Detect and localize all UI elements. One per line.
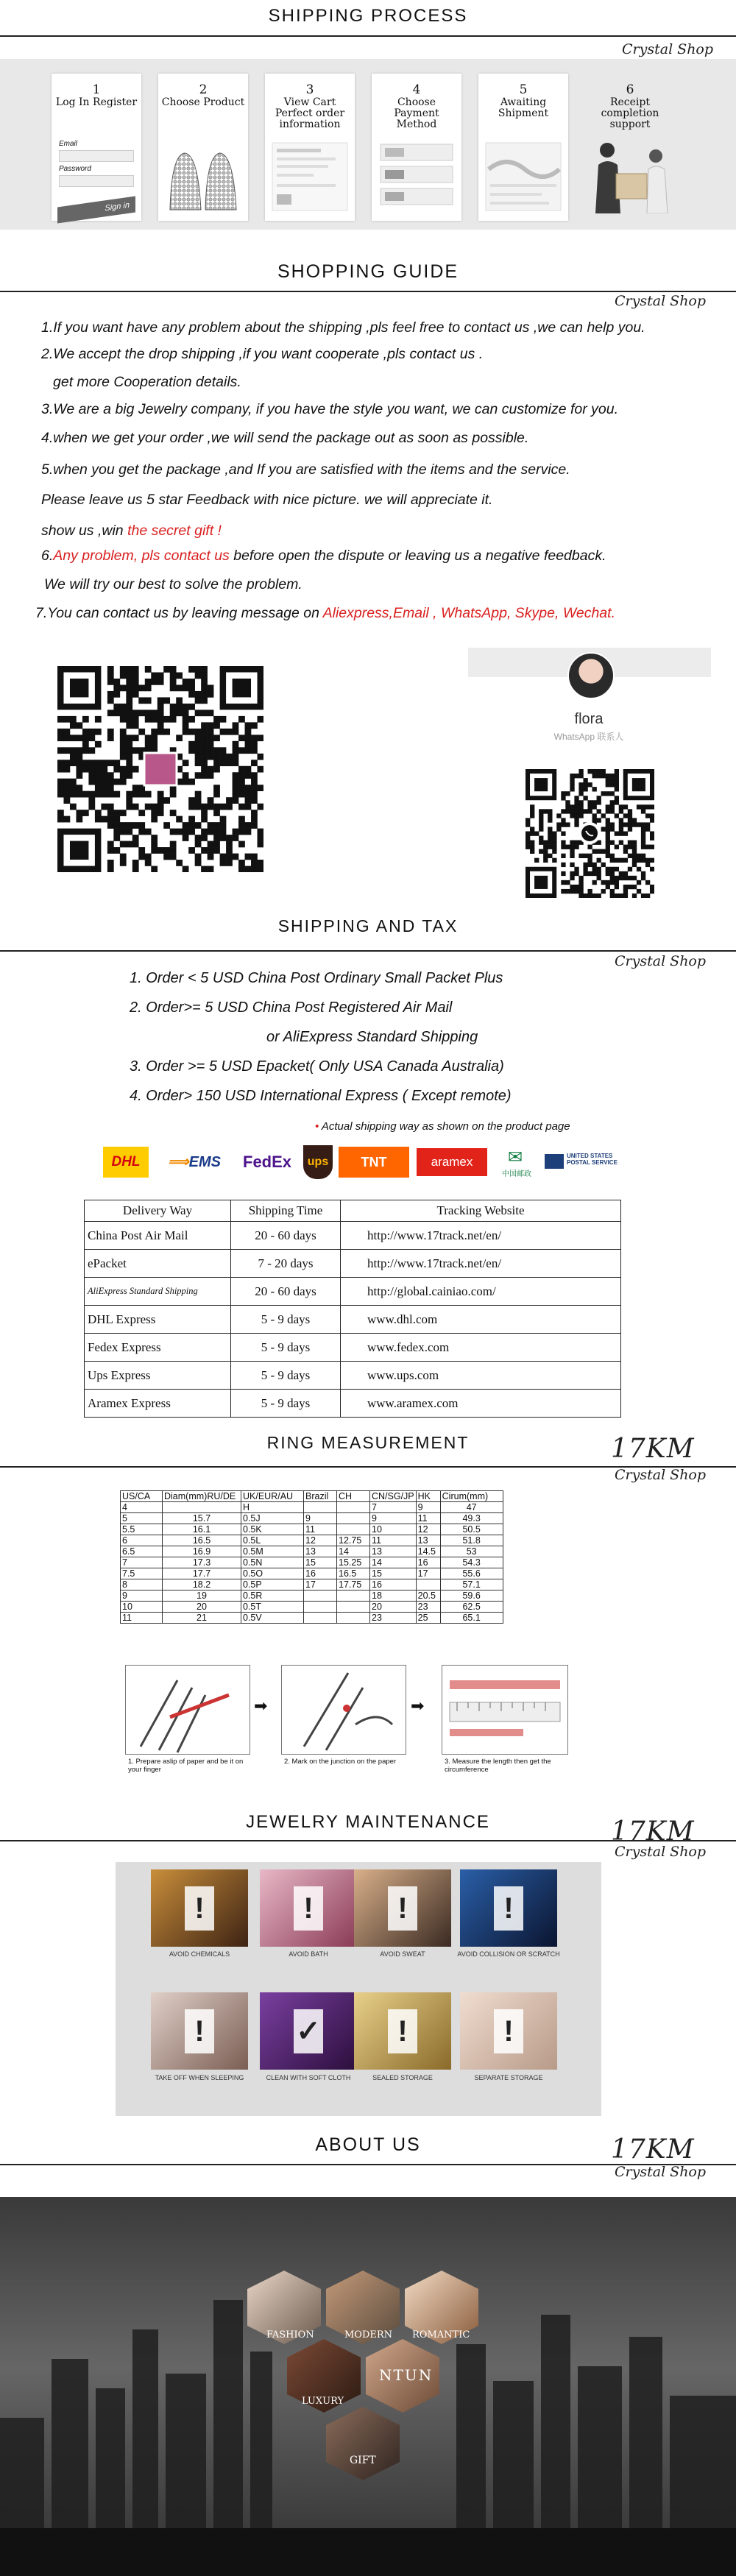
step-card: 2 Choose Product: [158, 74, 248, 221]
table-row: [121, 1579, 503, 1590]
table-cell: 5 - 9 days: [231, 1334, 341, 1362]
table-row: [85, 1222, 621, 1250]
table-row: [121, 1602, 503, 1613]
brand-logo: Crystal Shop: [615, 2164, 707, 2180]
guide-line: 3.We are a big Jewelry company, if you have the style you want, we can customize for you.: [41, 401, 618, 417]
step-card: 4 Choose Payment Method: [372, 74, 461, 221]
table-cell: http://www.17track.net/en/: [341, 1250, 621, 1278]
table-cell: 16.5: [337, 1568, 370, 1579]
table-cell: 0.5M: [241, 1546, 304, 1557]
table-row: [121, 1524, 503, 1535]
usps-logo: UNITED STATES POSTAL SERVICE: [545, 1153, 618, 1175]
table-cell: 0.5T: [241, 1602, 304, 1613]
ring-size-table: [120, 1490, 503, 1624]
measure-caption: 2. Mark on the junction on the paper: [284, 1758, 397, 1766]
hex-label: LUXURY: [302, 2396, 344, 2407]
table-cell: 57.1: [440, 1579, 503, 1590]
table-cell: 0.5N: [241, 1557, 304, 1568]
table-cell: 9: [416, 1502, 440, 1513]
column-header: Shipping Time: [231, 1200, 341, 1222]
table-cell: [337, 1602, 370, 1613]
maintenance-caption: SEALED STORAGE: [372, 2074, 433, 2081]
table-cell: 23: [416, 1602, 440, 1613]
table-cell: 47: [440, 1502, 503, 1513]
table-cell: 20 - 60 days: [231, 1278, 341, 1306]
warning-icon: !: [388, 2009, 417, 2053]
maintenance-caption: AVOID CHEMICALS: [169, 1950, 230, 1958]
table-cell: 16.9: [163, 1546, 241, 1557]
table-cell: 10: [370, 1524, 417, 1535]
table-row: [121, 1502, 503, 1513]
table-cell: 17.3: [163, 1557, 241, 1568]
table-cell: 7: [121, 1557, 163, 1568]
guide-line: 7.You can contact us by leaving message on Aliexpress,Email , WhatsApp, Skype, Wechat.: [35, 605, 615, 621]
table-cell: 0.5P: [241, 1579, 304, 1590]
table-cell: [337, 1502, 370, 1513]
table-cell: [304, 1602, 337, 1613]
table-cell: 19: [163, 1590, 241, 1602]
table-cell: 59.6: [440, 1590, 503, 1602]
table-cell: 15.7: [163, 1513, 241, 1524]
warning-icon: !: [185, 1886, 214, 1931]
maintenance-caption: AVOID BATH: [289, 1950, 328, 1958]
brand-logo: 17KM: [611, 2134, 695, 2165]
warning-icon: !: [185, 2009, 214, 2053]
shopping-guide-title: SHOPPING GUIDE: [277, 261, 459, 282]
guide-line: 1.If you want have any problem about the shipping ,pls feel free to contact us ,we can help you.: [41, 319, 645, 336]
table-cell: 62.5: [440, 1602, 503, 1613]
tnt-logo: TNT: [339, 1147, 409, 1178]
measure-caption: 1. Prepare aslip of paper and be it on your finger: [128, 1758, 244, 1774]
table-row: [121, 1513, 503, 1524]
table-cell: 55.6: [440, 1568, 503, 1579]
brand-logo: Crystal Shop: [622, 41, 714, 57]
arrow-icon: ➡: [411, 1696, 425, 1715]
maintenance-image: [151, 1869, 248, 1947]
column-header: UK/EUR/AU: [241, 1491, 304, 1502]
table-cell: 17: [304, 1579, 337, 1590]
column-header: Delivery Way: [85, 1200, 231, 1222]
shipping-option: 3. Order >= 5 USD Epacket( Only USA Canada Australia): [130, 1058, 504, 1075]
guide-line: get more Cooperation details.: [53, 374, 241, 390]
table-cell: 20.5: [416, 1590, 440, 1602]
maintenance-image: [354, 1992, 451, 2070]
column-header: Cirum(mm): [440, 1491, 503, 1502]
table-cell: 16: [370, 1579, 417, 1590]
table-cell: 65.1: [440, 1613, 503, 1624]
table-cell: 17: [416, 1568, 440, 1579]
table-cell: 0.5K: [241, 1524, 304, 1535]
table-cell: 16.1: [163, 1524, 241, 1535]
shipping-tax-title: SHIPPING AND TAX: [277, 916, 459, 935]
table-cell: http://www.17track.net/en/: [341, 1222, 621, 1250]
table-cell: 9: [370, 1513, 417, 1524]
table-cell: 14.5: [416, 1546, 440, 1557]
column-header: CH: [337, 1491, 370, 1502]
shipping-carrier-table: [84, 1200, 621, 1418]
warning-icon: !: [494, 1886, 523, 1931]
table-cell: 20: [370, 1602, 417, 1613]
table-cell: 16.5: [163, 1535, 241, 1546]
table-row: [121, 1590, 503, 1602]
table-cell: 6: [121, 1535, 163, 1546]
guide-line: We will try our best to solve the problem.: [44, 576, 302, 592]
wechat-qr-code[interactable]: [57, 666, 263, 872]
table-cell: 16: [304, 1568, 337, 1579]
about-us-title: ABOUT US: [315, 2134, 421, 2155]
table-cell: 11: [304, 1524, 337, 1535]
table-cell: [304, 1502, 337, 1513]
table-cell: AliExpress Standard Shipping: [85, 1278, 231, 1306]
table-cell: 5 - 9 days: [231, 1390, 341, 1418]
table-cell: H: [241, 1502, 304, 1513]
table-cell: 0.5V: [241, 1613, 304, 1624]
brand-logo: Crystal Shop: [615, 953, 707, 969]
table-cell: 13: [370, 1546, 417, 1557]
table-cell: 15: [370, 1568, 417, 1579]
measure-caption: 3. Measure the length then get the circumference: [445, 1758, 551, 1774]
divider: [0, 950, 736, 952]
brand-logo: Crystal Shop: [615, 1467, 707, 1483]
table-cell: 0.5R: [241, 1590, 304, 1602]
maintenance-image: [260, 1992, 357, 2070]
ring-measurement-title: RING MEASUREMENT: [266, 1433, 470, 1452]
guide-line: Please leave us 5 star Feedback with nice picture. we will appreciate it.: [41, 492, 493, 508]
table-cell: www.ups.com: [341, 1362, 621, 1390]
table-row: [121, 1535, 503, 1546]
table-cell: 0.5J: [241, 1513, 304, 1524]
table-cell: Fedex Express: [85, 1334, 231, 1362]
table-cell: Aramex Express: [85, 1390, 231, 1418]
table-cell: 51.8: [440, 1535, 503, 1546]
table-cell: 7.5: [121, 1568, 163, 1579]
step-label: Log In Register: [55, 96, 138, 108]
brand-logo: 17KM: [611, 1816, 695, 1847]
guide-line: 4.when we get your order ,we will send the package out as soon as possible.: [41, 430, 529, 446]
table-cell: 4: [121, 1502, 163, 1513]
ups-logo: ups: [303, 1145, 333, 1179]
table-cell: 53: [440, 1546, 503, 1557]
warning-icon: !: [294, 1886, 323, 1931]
contact-name: flora: [574, 711, 604, 727]
table-cell: 50.5: [440, 1524, 503, 1535]
fedex-logo: FedEx: [243, 1153, 292, 1171]
column-header: CN/SG/JP: [370, 1491, 417, 1502]
table-cell: 17.75: [337, 1579, 370, 1590]
shipping-option: 1. Order < 5 USD China Post Ordinary Small Packet Plus: [130, 970, 503, 986]
maintenance-image: [460, 1992, 557, 2070]
table-cell: China Post Air Mail: [85, 1222, 231, 1250]
table-cell: 21: [163, 1613, 241, 1624]
table-cell: 49.3: [440, 1513, 503, 1524]
table-cell: 9: [304, 1513, 337, 1524]
shipping-note: • Actual shipping way as shown on the product page: [315, 1120, 570, 1133]
maintenance-caption: TAKE OFF WHEN SLEEPING: [155, 2074, 244, 2081]
maintenance-caption: AVOID COLLISION OR SCRATCH: [457, 1950, 560, 1958]
table-cell: 16: [416, 1557, 440, 1568]
column-header: Tracking Website: [341, 1200, 621, 1222]
china-post-logo: ✉ 中国邮政: [502, 1147, 531, 1178]
hex-label: FASHION: [266, 2329, 314, 2340]
table-cell: 13: [304, 1546, 337, 1557]
column-header: HK: [416, 1491, 440, 1502]
divider: [0, 291, 736, 292]
table-cell: 7 - 20 days: [231, 1250, 341, 1278]
table-cell: http://global.cainiao.com/: [341, 1278, 621, 1306]
delivery-person-illustration: [591, 140, 669, 213]
divider: [0, 35, 736, 37]
shipping-map-illustration: [484, 140, 562, 213]
table-cell: [337, 1524, 370, 1535]
brand-logo: 17KM: [611, 1434, 695, 1464]
shipping-option: or AliExpress Standard Shipping: [266, 1029, 478, 1045]
table-cell: [337, 1613, 370, 1624]
shipping-option: 2. Order>= 5 USD China Post Registered Air Mail: [130, 999, 453, 1016]
jewelry-maintenance-title: JEWELRY MAINTENANCE: [246, 1812, 490, 1832]
table-cell: 54.3: [440, 1557, 503, 1568]
whatsapp-qr-code[interactable]: [526, 769, 654, 898]
hex-label: NTUN: [379, 2366, 434, 2384]
table-cell: 25: [416, 1613, 440, 1624]
table-cell: www.aramex.com: [341, 1390, 621, 1418]
table-cell: 5.5: [121, 1524, 163, 1535]
brand-logo: Crystal Shop: [615, 1844, 707, 1860]
cart-page-illustration: [271, 140, 349, 213]
table-cell: 8: [121, 1579, 163, 1590]
check-icon: ✓: [294, 2009, 323, 2053]
table-row: [121, 1568, 503, 1579]
table-cell: 11: [416, 1513, 440, 1524]
table-cell: 5: [121, 1513, 163, 1524]
table-row: [121, 1546, 503, 1557]
warning-icon: !: [388, 1886, 417, 1931]
table-row: [85, 1390, 621, 1418]
step-card: 3 View Cart Perfect order information: [265, 74, 355, 221]
measure-step-1-illustration: [125, 1665, 250, 1755]
table-row: [85, 1334, 621, 1362]
shipping-option: 4. Order> 150 USD International Express ( Except remote): [130, 1088, 512, 1104]
table-cell: [337, 1513, 370, 1524]
brand-logo: Crystal Shop: [615, 293, 707, 309]
table-cell: [304, 1613, 337, 1624]
column-header: Brazil: [304, 1491, 337, 1502]
maintenance-caption: CLEAN WITH SOFT CLOTH: [266, 2074, 351, 2081]
guide-line: 2.We accept the drop shipping ,if you want cooperate ,pls contact us .: [41, 346, 484, 362]
table-cell: 0.5O: [241, 1568, 304, 1579]
table-row: [121, 1613, 503, 1624]
table-cell: [304, 1590, 337, 1602]
hex-label: ROMANTIC: [412, 2329, 470, 2340]
table-cell: 15: [304, 1557, 337, 1568]
shipping-process-title: SHIPPING PROCESS: [268, 6, 468, 26]
ems-logo: ⟹EMS: [167, 1154, 221, 1170]
step-card: [52, 74, 141, 221]
avatar: [567, 652, 615, 699]
measure-step-2-illustration: [281, 1665, 406, 1755]
measure-step-3-illustration: [442, 1665, 568, 1755]
table-cell: 5 - 9 days: [231, 1306, 341, 1334]
table-cell: 14: [370, 1557, 417, 1568]
table-cell: [337, 1590, 370, 1602]
table-cell: 11: [121, 1613, 163, 1624]
hex-label: MODERN: [344, 2329, 393, 2340]
table-cell: 12.75: [337, 1535, 370, 1546]
guide-line: 6.Any problem, pls contact us before open the dispute or leaving us a negative feedback.: [41, 548, 606, 564]
maintenance-image: [460, 1869, 557, 1947]
table-cell: 18: [370, 1590, 417, 1602]
earrings-image: [164, 140, 242, 213]
arrow-icon: ➡: [254, 1696, 268, 1715]
table-cell: 7: [370, 1502, 417, 1513]
hex-label: GIFT: [350, 2455, 376, 2466]
table-cell: DHL Express: [85, 1306, 231, 1334]
table-cell: www.dhl.com: [341, 1306, 621, 1334]
table-cell: 14: [337, 1546, 370, 1557]
column-header: US/CA: [121, 1491, 163, 1502]
table-cell: 20: [163, 1602, 241, 1613]
table-cell: ePacket: [85, 1250, 231, 1278]
step-card: 5 Awaiting Shipment: [478, 74, 568, 221]
maintenance-caption: SEPARATE STORAGE: [474, 2074, 543, 2081]
step-card: 6 Receipt completion support: [585, 74, 675, 221]
table-cell: 6.5: [121, 1546, 163, 1557]
table-cell: Ups Express: [85, 1362, 231, 1390]
table-row: [85, 1362, 621, 1390]
table-cell: 11: [370, 1535, 417, 1546]
contact-subtitle: WhatsApp 联系人: [553, 732, 624, 742]
table-row: [121, 1557, 503, 1568]
maintenance-image: [354, 1869, 451, 1947]
login-form-illustration: Email Password Sign in: [57, 140, 135, 213]
table-cell: 9: [121, 1590, 163, 1602]
table-cell: 15.25: [337, 1557, 370, 1568]
warning-icon: !: [494, 2009, 523, 2053]
table-cell: 12: [416, 1524, 440, 1535]
column-header: Diam(mm)RU/DE: [163, 1491, 241, 1502]
table-cell: 20 - 60 days: [231, 1222, 341, 1250]
table-cell: 13: [416, 1535, 440, 1546]
table-row: [85, 1278, 621, 1306]
payment-cards-illustration: [378, 140, 456, 213]
guide-line: 5.when you get the package ,and If you are satisfied with the items and the service.: [41, 461, 570, 478]
table-cell: [163, 1502, 241, 1513]
table-cell: [416, 1579, 440, 1590]
maintenance-image: [151, 1992, 248, 2070]
table-cell: 10: [121, 1602, 163, 1613]
table-cell: 18.2: [163, 1579, 241, 1590]
maintenance-caption: AVOID SWEAT: [380, 1950, 425, 1958]
table-cell: 0.5L: [241, 1535, 304, 1546]
table-row: [85, 1306, 621, 1334]
table-cell: 5 - 9 days: [231, 1362, 341, 1390]
table-row: [85, 1250, 621, 1278]
dhl-logo: DHL: [103, 1147, 149, 1178]
table-cell: 23: [370, 1613, 417, 1624]
table-cell: www.fedex.com: [341, 1334, 621, 1362]
aramex-logo: aramex: [417, 1148, 487, 1176]
guide-line: show us ,win the secret gift !: [41, 523, 222, 539]
table-cell: 12: [304, 1535, 337, 1546]
maintenance-image: [260, 1869, 357, 1947]
table-cell: 17.7: [163, 1568, 241, 1579]
step-number: 1: [92, 82, 101, 97]
